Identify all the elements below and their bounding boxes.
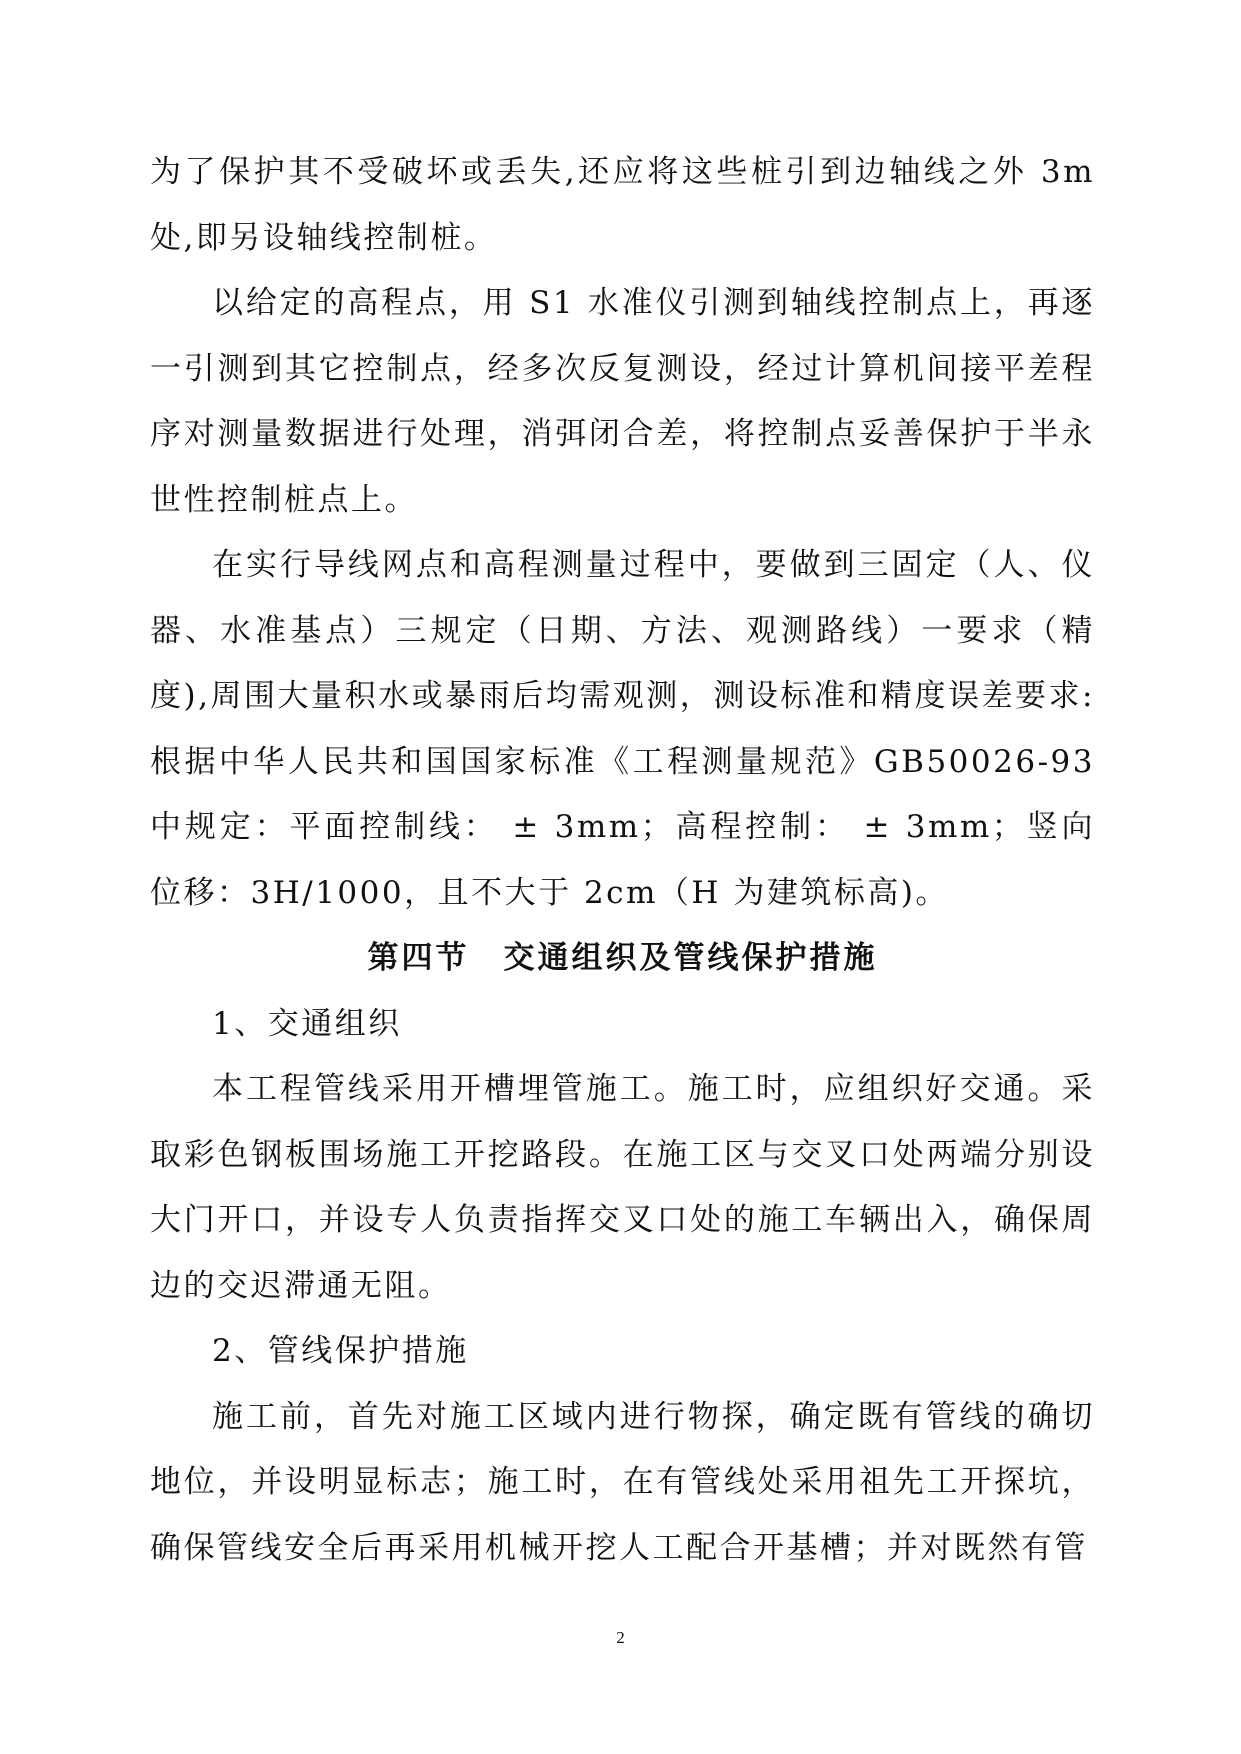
page-number: 2 (616, 1628, 625, 1647)
page-body (150, 140, 1095, 1581)
section-heading: 第四节 交通组织及管线保护措施 (367, 940, 878, 976)
paragraph-axis-control-pile: 为了保护其不受破坏或丢失,还应将这些桩引到边轴线之外 3m 处,即另设轴线控制桩。 (150, 154, 1095, 256)
item-traffic-organization-title: 1、交通组织 (212, 1005, 402, 1042)
item-pipeline-protection-title: 2、管线保护措施 (212, 1333, 469, 1369)
paragraph-pipeline-protection: 施工前，首先对施工区域内进行物探，确定既有管线的确切地位，并设明显标志；施工时，在有管线处采用祖先工开探坑，确保管线安全后再采用机械开挖人工配合开基槽；并对既然有管 (150, 1398, 1095, 1566)
paragraph-elevation-survey: 以给定的高程点，用 S1 水准仪引测到轴线控制点上，再逐一引测到其它控制点，经多次反复测设，经过计算机间接平差程序对测量数据进行处理，消弭闭合差，将控制点妥善保护于半永世性控制桩点上。 (150, 285, 1095, 518)
paragraph-survey-accuracy: 在实行导线网点和高程测量过程中，要做到三固定（人、仪器、水准基点）三规定（日期、方法、观测路线）一要求（精度),周围大量积水或暴雨后均需观测，测设标准和精度误差要求:根据中华人民共和国国家标准《工程测量规范》GB50026-93 中规定：平面控制线： ± 3mm；高程控制： ± 3mm；竖向位移：3H/1000，且不大于 2cm（H 为建筑标高)。 (150, 547, 1095, 911)
paragraph-traffic-organization: 本工程管线采用开槽埋管施工。施工时，应组织好交通。采取彩色钢板围场施工开挖路段。在施工区与交叉口处两端分别设大门开口，并设专人负责指挥交叉口处的施工车辆出入，确保周边的交迟滞通无阻。 (150, 1071, 1095, 1304)
